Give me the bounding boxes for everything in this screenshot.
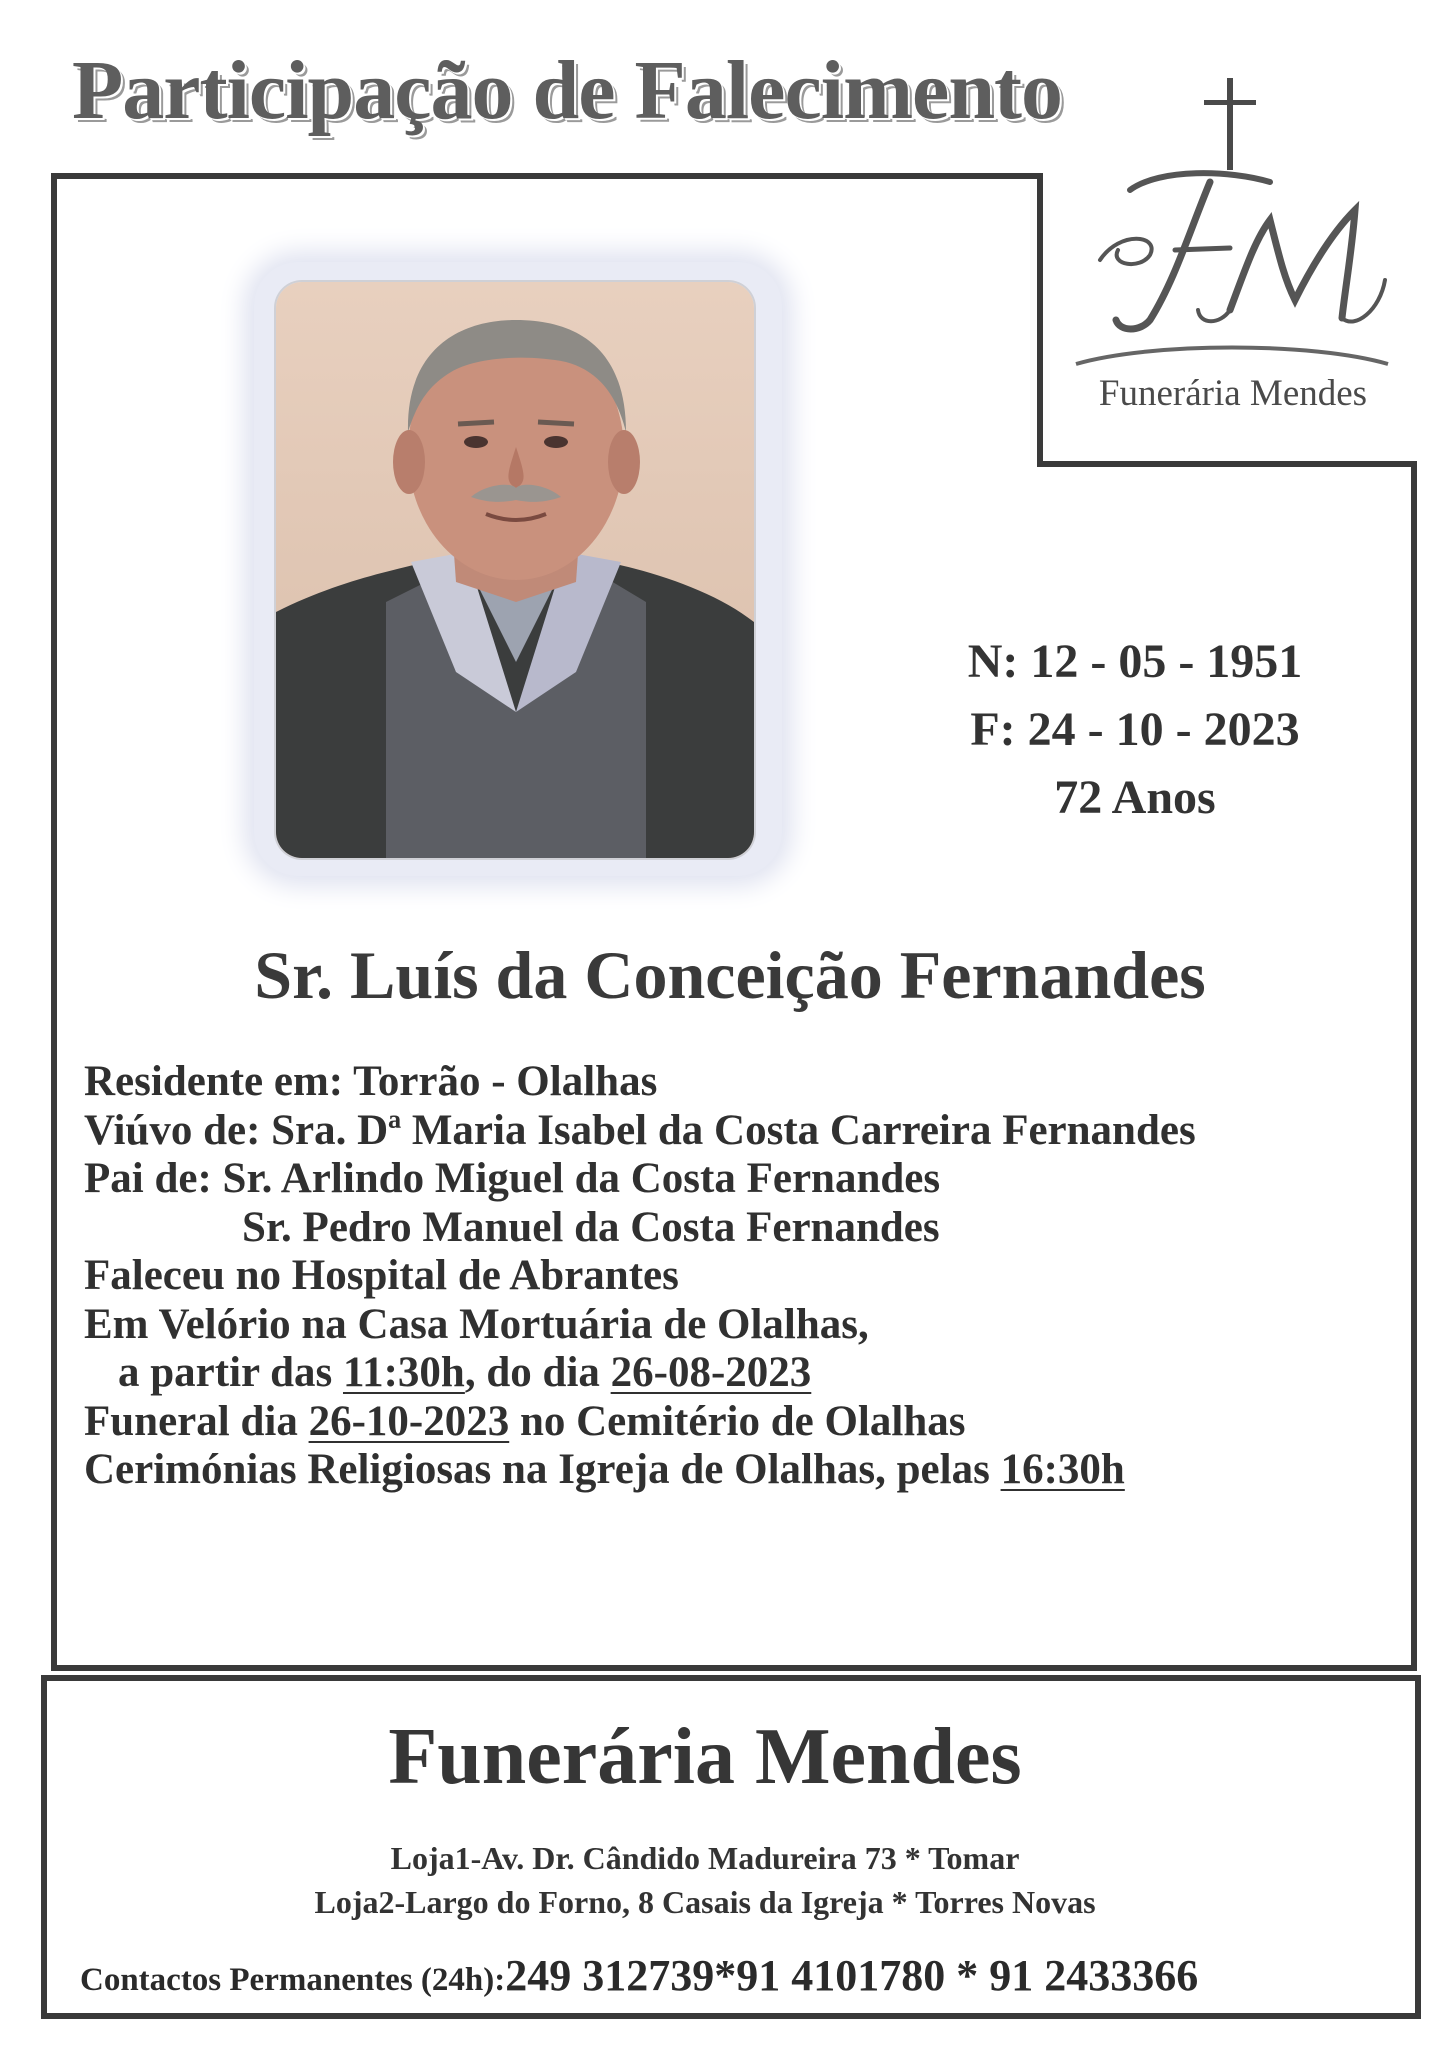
residence-line: Residente em: Torrão - Olalhas bbox=[84, 1058, 658, 1105]
funeral-home-name: Funerária Mendes bbox=[388, 1713, 1022, 1801]
ceremony-label: Cerimónias Religiosas na Igreja de Olalhas, pelas bbox=[84, 1446, 990, 1493]
ceremony-line bbox=[84, 1446, 1414, 1495]
father-label: Pai de: bbox=[84, 1155, 212, 1202]
ceremony-time: 16:30h bbox=[1000, 1446, 1125, 1493]
logo-wordmark: Funerária Mendes bbox=[1098, 373, 1368, 414]
wake-time: 11:30h bbox=[342, 1349, 465, 1396]
child-2-line: Sr. Pedro Manuel da Costa Fernandes bbox=[242, 1203, 940, 1251]
store-address-2: Loja2-Largo do Forno, 8 Casais da Igreja * Torres Novas bbox=[314, 1884, 1096, 1920]
place-of-death-line: Faleceu no Hospital de Abrantes bbox=[84, 1252, 679, 1299]
wake-line: Em Velório na Casa Mortuária de Olalhas, bbox=[84, 1300, 869, 1348]
wake-from-label: a partir das bbox=[118, 1349, 333, 1396]
birth-date: N: 12 - 05 - 1951 bbox=[967, 635, 1303, 688]
wake-time-line bbox=[84, 1349, 1414, 1398]
wake-date: 26-08-2023 bbox=[610, 1349, 812, 1396]
funeral-place: no Cemitério de Olalhas bbox=[519, 1397, 966, 1445]
contacts-label: Contactos Permanentes (24h): bbox=[80, 1962, 506, 1998]
age: 72 Anos bbox=[1054, 771, 1216, 824]
wake-day-label: , do dia bbox=[464, 1349, 600, 1396]
fm-monogram-logo bbox=[1080, 160, 1400, 335]
father-line bbox=[84, 1155, 1414, 1204]
child-1: Sr. Arlindo Miguel da Costa Fernandes bbox=[222, 1155, 941, 1202]
funeral-line bbox=[84, 1398, 1414, 1447]
deceased-portrait bbox=[276, 282, 754, 858]
store-address-1: Loja1-Av. Dr. Cândido Madureira 73 * Tomar bbox=[390, 1840, 1020, 1876]
death-date: F: 24 - 10 - 2023 bbox=[970, 703, 1300, 756]
funeral-date: 26-10-2023 bbox=[308, 1397, 510, 1445]
funeral-label: Funeral dia bbox=[84, 1397, 298, 1445]
latin-cross-icon bbox=[1200, 76, 1260, 172]
logo-swoosh bbox=[1072, 340, 1392, 370]
contacts-line bbox=[80, 1950, 1410, 2001]
deceased-name: Sr. Luís da Conceição Fernandes bbox=[254, 937, 1206, 1013]
contact-numbers: 249 312739*91 4101780 * 91 2433366 bbox=[505, 1951, 1199, 2000]
portrait-photo bbox=[276, 282, 754, 858]
life-dates bbox=[900, 628, 1370, 832]
announcement-details bbox=[84, 1058, 1414, 1495]
page-title: Participação de Falecimento bbox=[72, 44, 1063, 137]
widower-line: Viúvo de: Sra. Dª Maria Isabel da Costa Carreira Fernandes bbox=[84, 1106, 1196, 1154]
